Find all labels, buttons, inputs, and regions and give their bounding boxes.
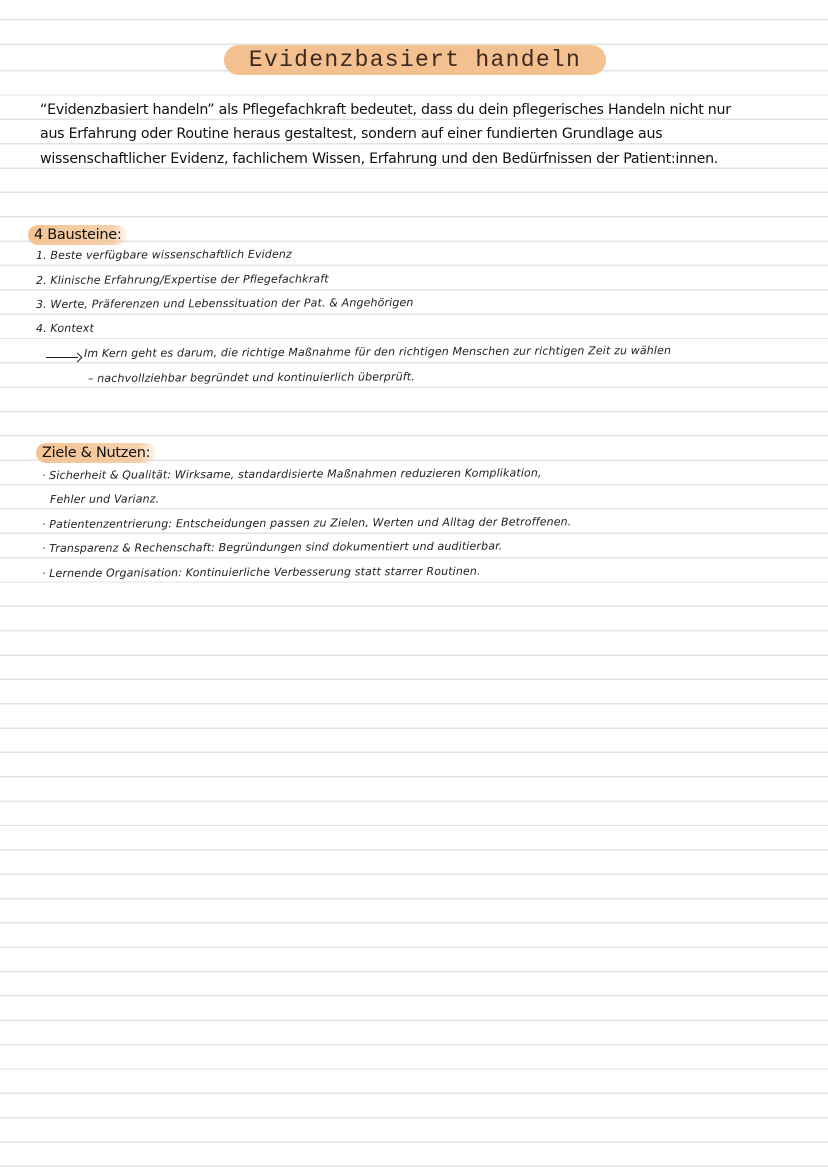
intro-line: wissenschaftlicher Evidenz, fachlichem Wissen, Erfahrung und den Bedürfnissen der Patient:innen. (40, 150, 719, 167)
summary-line-1: Im Kern geht es darum, die richtige Maßnahme für den richtigen Menschen zur richtigen Zeit zu wählen (83, 343, 672, 360)
long-right-arrow-icon (46, 352, 82, 362)
intro-paragraph (40, 98, 800, 171)
title-highlight (224, 45, 606, 75)
baustein-item-4: 4. Kontext (35, 321, 94, 335)
bausteine-heading: 4 Bausteine: (28, 225, 127, 245)
ziele-heading: Ziele & Nutzen: (36, 443, 156, 463)
ziel-item-transparenz: · Transparenz & Rechenschaft: Begründungen sind dokumentiert und auditierbar. (41, 539, 503, 555)
baustein-item-3: 3. Werte, Präferenzen und Lebenssituation der Pat. & Angehörigen (35, 296, 414, 311)
summary-line-2: – nachvollziehbar begründet und kontinuierlich überprüft. (87, 370, 415, 385)
ziel-item-lernende-organisation: · Lernende Organisation: Kontinuierliche Verbesserung statt starrer Routinen. (41, 564, 481, 580)
ziel-item-sicherheit-cont: Fehler und Varianz. (49, 492, 160, 506)
baustein-item-1: 1. Beste verfügbare wissenschaftlich Evidenz (35, 247, 292, 262)
intro-line: aus Erfahrung oder Routine heraus gestaltest, sondern auf einer fundierten Grundlage aus (40, 126, 663, 143)
page-title: Evidenzbasiert handeln (248, 47, 582, 73)
ziel-item-patientenzentrierung: · Patientenzentrierung: Entscheidungen passen zu Zielen, Werten und Alltag der Betroffenen. (41, 515, 572, 531)
intro-line: “Evidenzbasiert handeln” als Pflegefachkraft bedeutet, dass du dein pflegerisches Handeln nicht nur (40, 102, 731, 118)
ziel-item-sicherheit: · Sicherheit & Qualität: Wirksame, standardisierte Maßnahmen reduzieren Komplikation, (41, 466, 542, 482)
baustein-item-2: 2. Klinische Erfahrung/Expertise der Pflegefachkraft (35, 272, 329, 287)
